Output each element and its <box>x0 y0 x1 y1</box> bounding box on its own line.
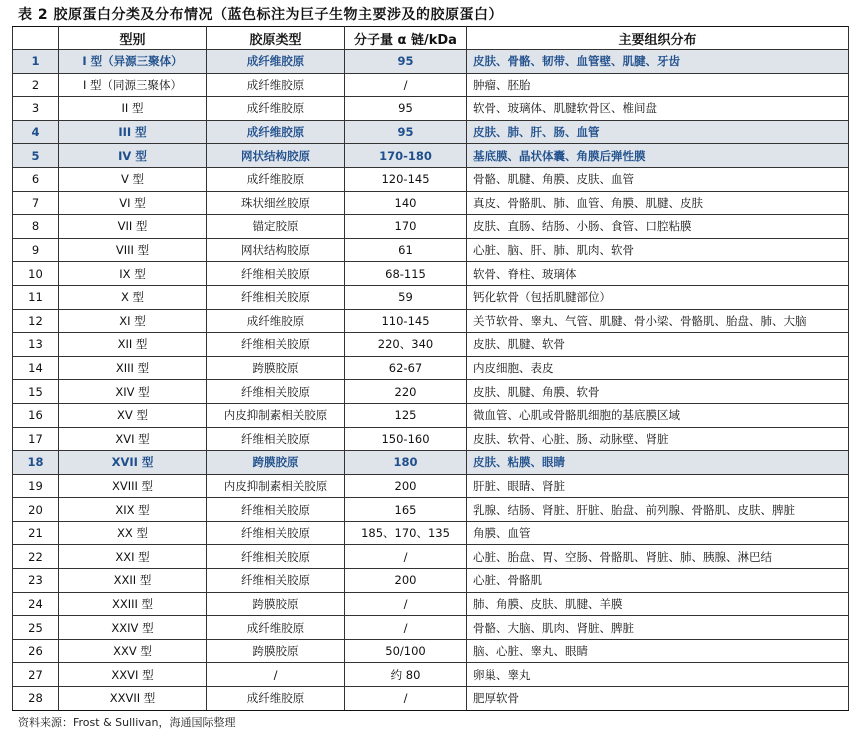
row-category: 成纤维胶原 <box>207 616 345 640</box>
row-category: 网状结构胶原 <box>207 238 345 262</box>
row-category: 成纤维胶原 <box>207 309 345 333</box>
row-molecular-weight: 125 <box>345 403 467 427</box>
row-number: 27 <box>13 663 59 687</box>
row-distribution: 关节软骨、睾丸、气管、肌腱、骨小梁、骨骼肌、胎盘、肺、大脑 <box>467 309 849 333</box>
table-row <box>13 285 849 309</box>
row-distribution: 肺、角膜、皮肤、肌腱、羊膜 <box>467 592 849 616</box>
row-type: XIX 型 <box>59 498 207 522</box>
table-row <box>13 663 849 687</box>
row-distribution: 角膜、血管 <box>467 521 849 545</box>
header-type: 型别 <box>59 27 207 50</box>
row-type: XXIV 型 <box>59 616 207 640</box>
row-number: 14 <box>13 356 59 380</box>
row-molecular-weight: 220 <box>345 380 467 404</box>
row-number: 22 <box>13 545 59 569</box>
row-number: 13 <box>13 333 59 357</box>
row-distribution: 皮肤、肌腱、软骨 <box>467 333 849 357</box>
row-type: VII 型 <box>59 215 207 239</box>
row-type: V 型 <box>59 167 207 191</box>
row-distribution: 软骨、玻璃体、肌腱软骨区、椎间盘 <box>467 97 849 121</box>
row-category: 成纤维胶原 <box>207 687 345 711</box>
table-row <box>13 333 849 357</box>
row-distribution: 心脏、胎盘、胃、空肠、骨骼肌、肾脏、肺、胰腺、淋巴结 <box>467 545 849 569</box>
header-no <box>13 27 59 50</box>
table-row <box>13 592 849 616</box>
row-number: 10 <box>13 262 59 286</box>
row-number: 5 <box>13 144 59 168</box>
row-category: 纤维相关胶原 <box>207 521 345 545</box>
row-number: 28 <box>13 687 59 711</box>
row-number: 7 <box>13 191 59 215</box>
table-row <box>13 403 849 427</box>
row-number: 16 <box>13 403 59 427</box>
row-molecular-weight: / <box>345 73 467 97</box>
table-row <box>13 309 849 333</box>
row-distribution: 心脏、骨骼肌 <box>467 569 849 593</box>
table-row <box>13 120 849 144</box>
row-type: XVI 型 <box>59 427 207 451</box>
row-category: 成纤维胶原 <box>207 120 345 144</box>
row-distribution: 脑、心脏、睾丸、眼睛 <box>467 639 849 663</box>
row-distribution: 微血管、心肌或骨骼肌细胞的基底膜区域 <box>467 403 849 427</box>
row-type: XV 型 <box>59 403 207 427</box>
row-type: XXIII 型 <box>59 592 207 616</box>
row-category: 纤维相关胶原 <box>207 262 345 286</box>
row-number: 24 <box>13 592 59 616</box>
row-molecular-weight: / <box>345 545 467 569</box>
row-molecular-weight: 165 <box>345 498 467 522</box>
row-category: 纤维相关胶原 <box>207 427 345 451</box>
row-distribution: 真皮、骨骼肌、肺、血管、角膜、肌腱、皮肤 <box>467 191 849 215</box>
header-category: 胶原类型 <box>207 27 345 50</box>
row-category: 纤维相关胶原 <box>207 380 345 404</box>
row-molecular-weight: 185、170、135 <box>345 521 467 545</box>
row-type: II 型 <box>59 97 207 121</box>
row-distribution: 皮肤、软骨、心脏、肠、动脉壁、肾脏 <box>467 427 849 451</box>
row-number: 20 <box>13 498 59 522</box>
row-molecular-weight: 200 <box>345 474 467 498</box>
table-row <box>13 73 849 97</box>
row-distribution: 肝脏、眼睛、肾脏 <box>467 474 849 498</box>
table-row <box>13 616 849 640</box>
row-category: 纤维相关胶原 <box>207 569 345 593</box>
row-number: 26 <box>13 639 59 663</box>
row-molecular-weight: 180 <box>345 451 467 475</box>
row-type: XIV 型 <box>59 380 207 404</box>
row-distribution: 乳腺、结肠、肾脏、肝脏、胎盘、前列腺、骨骼肌、皮肤、脾脏 <box>467 498 849 522</box>
row-distribution: 肿瘤、胚胎 <box>467 73 849 97</box>
row-category: / <box>207 663 345 687</box>
row-type: IX 型 <box>59 262 207 286</box>
row-number: 11 <box>13 285 59 309</box>
table-row <box>13 639 849 663</box>
table-row <box>13 380 849 404</box>
row-molecular-weight: 95 <box>345 97 467 121</box>
row-type: VIII 型 <box>59 238 207 262</box>
row-category: 锚定胶原 <box>207 215 345 239</box>
source-note: 资料来源：Frost & Sullivan，海通国际整理 <box>18 716 236 729</box>
row-number: 17 <box>13 427 59 451</box>
row-number: 8 <box>13 215 59 239</box>
row-type: XXI 型 <box>59 545 207 569</box>
row-number: 3 <box>13 97 59 121</box>
table-row <box>13 167 849 191</box>
row-type: XXVII 型 <box>59 687 207 711</box>
row-number: 9 <box>13 238 59 262</box>
row-distribution: 皮肤、肺、肝、肠、血管 <box>467 120 849 144</box>
row-molecular-weight: / <box>345 687 467 711</box>
row-molecular-weight: 140 <box>345 191 467 215</box>
row-molecular-weight: 95 <box>345 120 467 144</box>
row-molecular-weight: / <box>345 592 467 616</box>
row-category: 内皮抑制素相关胶原 <box>207 403 345 427</box>
row-category: 纤维相关胶原 <box>207 545 345 569</box>
row-type: XXV 型 <box>59 639 207 663</box>
row-number: 2 <box>13 73 59 97</box>
row-distribution: 皮肤、粘膜、眼睛 <box>467 451 849 475</box>
row-category: 跨膜胶原 <box>207 356 345 380</box>
row-number: 21 <box>13 521 59 545</box>
row-distribution: 内皮细胞、表皮 <box>467 356 849 380</box>
table-title: 表 2 胶原蛋白分类及分布情况（蓝色标注为巨子生物主要涉及的胶原蛋白） <box>18 7 503 23</box>
row-distribution: 皮肤、直肠、结肠、小肠、食管、口腔粘膜 <box>467 215 849 239</box>
header-distribution: 主要组织分布 <box>467 27 849 50</box>
row-category: 成纤维胶原 <box>207 50 345 74</box>
table-row <box>13 262 849 286</box>
row-type: XI 型 <box>59 309 207 333</box>
row-distribution: 心脏、脑、肝、肺、肌肉、软骨 <box>467 238 849 262</box>
row-type: XII 型 <box>59 333 207 357</box>
row-type: XIII 型 <box>59 356 207 380</box>
row-category: 纤维相关胶原 <box>207 285 345 309</box>
table-row <box>13 474 849 498</box>
table-row <box>13 545 849 569</box>
row-category: 成纤维胶原 <box>207 97 345 121</box>
collagen-table <box>12 26 849 711</box>
row-number: 19 <box>13 474 59 498</box>
row-molecular-weight: 95 <box>345 50 467 74</box>
row-number: 15 <box>13 380 59 404</box>
row-type: XVII 型 <box>59 451 207 475</box>
row-distribution: 骨骼、大脑、肌肉、肾脏、脾脏 <box>467 616 849 640</box>
row-molecular-weight: 110-145 <box>345 309 467 333</box>
header-molecular-weight: 分子量 α 链/kDa <box>345 27 467 50</box>
row-category: 珠状细丝胶原 <box>207 191 345 215</box>
table-row <box>13 215 849 239</box>
row-number: 6 <box>13 167 59 191</box>
row-type: IV 型 <box>59 144 207 168</box>
row-category: 成纤维胶原 <box>207 167 345 191</box>
row-distribution: 皮肤、肌腱、角膜、软骨 <box>467 380 849 404</box>
row-type: XX 型 <box>59 521 207 545</box>
row-distribution: 软骨、脊柱、玻璃体 <box>467 262 849 286</box>
row-category: 成纤维胶原 <box>207 73 345 97</box>
row-distribution: 钙化软骨（包括肌腱部位） <box>467 285 849 309</box>
row-molecular-weight: 150-160 <box>345 427 467 451</box>
table-row <box>13 50 849 74</box>
row-number: 18 <box>13 451 59 475</box>
row-molecular-weight: 120-145 <box>345 167 467 191</box>
row-molecular-weight: 62-67 <box>345 356 467 380</box>
row-category: 纤维相关胶原 <box>207 498 345 522</box>
table-row <box>13 687 849 711</box>
row-type: XVIII 型 <box>59 474 207 498</box>
row-number: 25 <box>13 616 59 640</box>
table-row <box>13 451 849 475</box>
row-molecular-weight: 68-115 <box>345 262 467 286</box>
row-distribution: 卵巢、睾丸 <box>467 663 849 687</box>
row-category: 内皮抑制素相关胶原 <box>207 474 345 498</box>
row-molecular-weight: 约 80 <box>345 663 467 687</box>
row-distribution: 肥厚软骨 <box>467 687 849 711</box>
row-type: X 型 <box>59 285 207 309</box>
row-number: 23 <box>13 569 59 593</box>
row-category: 纤维相关胶原 <box>207 333 345 357</box>
row-category: 跨膜胶原 <box>207 592 345 616</box>
table-header-row <box>13 27 849 50</box>
row-distribution: 骨骼、肌腱、角膜、皮肤、血管 <box>467 167 849 191</box>
table-row <box>13 97 849 121</box>
table-row <box>13 238 849 262</box>
row-type: I 型（异源三聚体） <box>59 50 207 74</box>
row-molecular-weight: 61 <box>345 238 467 262</box>
table-row <box>13 498 849 522</box>
row-molecular-weight: 170-180 <box>345 144 467 168</box>
row-molecular-weight: 59 <box>345 285 467 309</box>
row-distribution: 皮肤、骨骼、韧带、血管壁、肌腱、牙齿 <box>467 50 849 74</box>
row-type: XXVI 型 <box>59 663 207 687</box>
row-number: 4 <box>13 120 59 144</box>
table-row <box>13 144 849 168</box>
row-type: I 型（同源三聚体） <box>59 73 207 97</box>
row-distribution: 基底膜、晶状体囊、角膜后弹性膜 <box>467 144 849 168</box>
row-molecular-weight: 170 <box>345 215 467 239</box>
table-row <box>13 521 849 545</box>
row-molecular-weight: / <box>345 616 467 640</box>
row-type: III 型 <box>59 120 207 144</box>
table-row <box>13 356 849 380</box>
row-molecular-weight: 50/100 <box>345 639 467 663</box>
table-row <box>13 569 849 593</box>
row-number: 12 <box>13 309 59 333</box>
row-number: 1 <box>13 50 59 74</box>
row-molecular-weight: 220、340 <box>345 333 467 357</box>
row-category: 跨膜胶原 <box>207 639 345 663</box>
row-category: 跨膜胶原 <box>207 451 345 475</box>
table-row <box>13 427 849 451</box>
row-category: 网状结构胶原 <box>207 144 345 168</box>
row-molecular-weight: 200 <box>345 569 467 593</box>
table-row <box>13 191 849 215</box>
row-type: XXII 型 <box>59 569 207 593</box>
row-type: VI 型 <box>59 191 207 215</box>
